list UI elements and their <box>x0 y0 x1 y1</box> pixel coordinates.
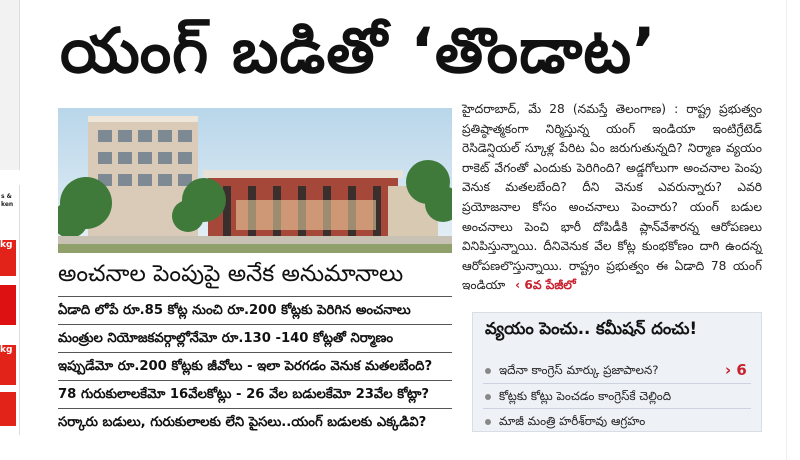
ad-badge-1: kg <box>0 240 16 276</box>
bullet-item: ఇప్పుడేమో రూ.200 కోట్లకు జీవోలు - ఇలా పెరగడం వెనుక మతలబేంది? <box>58 352 452 380</box>
ad-top-panel <box>0 0 20 170</box>
bullet-item: మంత్రుల నియోజకవర్గాల్లోనేమో రూ.130 -140 కోట్లతో నిర్మాణం <box>58 324 452 352</box>
subheadline: అంచనాల పెంపుపై అనేక అనుమానాలు <box>58 261 404 287</box>
page-reference[interactable]: › 6 <box>725 361 747 379</box>
school-building-illustration <box>58 108 452 253</box>
side-box-title: వ్యయం పెంచు.. కమీషన్ దంచు! <box>485 319 698 338</box>
ad-red-block-2 <box>0 392 16 426</box>
continued-on-page[interactable] <box>515 276 576 296</box>
headline: యంగ్ బడితో ‘తొండాట’ <box>60 14 657 87</box>
ad-red-block-1 <box>0 285 16 325</box>
article-body <box>462 100 762 296</box>
bullet-item: ఏడాది లోపే రూ.85 కోట్ల నుంచి రూ.200 కోట్లకు పెరిగిన అంచనాలు <box>58 296 452 324</box>
divider <box>483 383 751 384</box>
bullet-item: 78 గురుకులాలకేమో 16వేలకోట్లు - 26 వేల బడులకేమో 23వేల కోట్లా? <box>58 380 452 408</box>
ad-text: s & ken <box>1 193 14 208</box>
bullet-item: సర్కారు బడులు, గురుకులాలకు లేని పైసలు..యంగ్ బడులకు ఎక్కడివి? <box>58 408 452 436</box>
side-box-item-text: ఇదేనా కాంగ్రెస్ మార్కు ప్రజాపాలన? <box>499 363 659 377</box>
right-edge-margin <box>786 0 800 460</box>
side-box-item-text: కోట్లకు కోట్లు పెంచడం కాంగ్రెస్‌కే చెల్లింది <box>499 389 672 403</box>
side-box-item-text: మాజీ మంత్రి హరీశ్‌రావు ఆగ్రహం <box>499 414 646 428</box>
continued-arrow-icon: ‹ <box>515 278 521 293</box>
ad-badge-2: kg <box>0 345 16 385</box>
school-building-photo <box>58 108 452 253</box>
side-box-item <box>485 414 645 431</box>
side-box <box>472 312 762 432</box>
side-box-item <box>485 389 671 406</box>
side-box-item <box>485 363 659 380</box>
divider <box>483 408 751 409</box>
bullet-dot-icon <box>485 394 491 400</box>
bullet-list <box>58 296 452 436</box>
bullet-dot-icon <box>485 419 491 425</box>
left-ad-strip <box>0 0 22 460</box>
bullet-dot-icon <box>485 368 491 374</box>
article-text: హైదరాబాద్, మే 28 (నమస్తే తెలంగాణ) : రాష్ట్ర ప్రభుత్వం ప్రతిష్ఠాత్మకంగా నిర్మిస్తున్న యంగ్ ఇండియా ఇంటిగ్రేటెడ్ రెసిడెన్షియల్ స్కూళ్ల పేరిట ఏం జరుగుతున్నది? నిర్మాణ వ్యయం రాకెట్ వేగంతో ఎందుకు పెరిగింది? అడ్డగోలుగా అంచనాల పెంపు వెనుక మతలబేంది? దీని వెనుక ఎవరున్నారు? ఎవరి ప్రయోజనాల కోసం అంచనాలు పెంచారు? యంగ్ బడుల అంచనాలు పెంచి భారీ దోపిడీకి ప్లాన్‌వేశారన్న ఆరోపణలు వినిపిస్తున్నాయి. దీనివెనుక వేల కోట్ల కుంభకోణం దాగి ఉందన్న ఆరోపణలొస్తున్నాయి. రాష్ట్రం ప్రభుత్వం ఈ ఏడాది 78 యంగ్ ఇండియా <box>462 102 762 293</box>
continued-label: 6వ పేజీలో <box>524 278 576 293</box>
